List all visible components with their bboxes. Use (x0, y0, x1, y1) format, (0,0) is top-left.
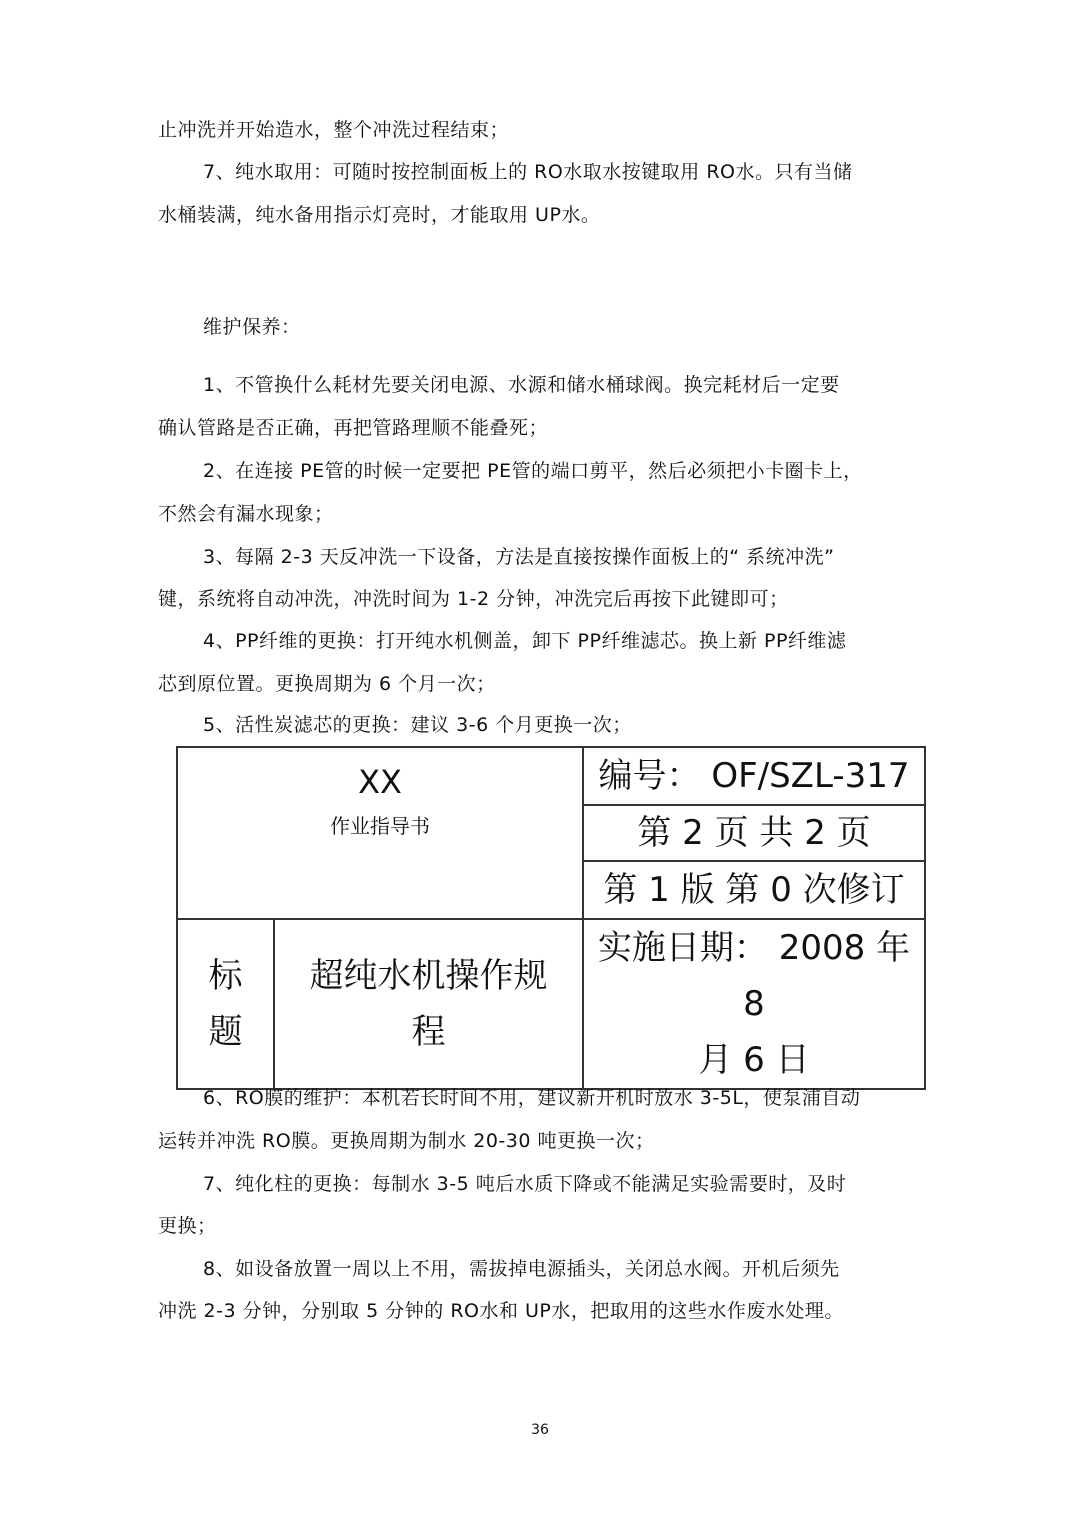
title-value-line: 程 (411, 1012, 446, 1052)
paragraph-line: 键，系统将自动冲洗，冲洗时间为 1-2 分钟，冲洗完后再按下此键即可； (158, 588, 789, 610)
title-value-cell (274, 919, 583, 1089)
page-info: 第 2 页 共 2 页 (583, 805, 925, 861)
section-heading: 维护保养： (203, 316, 301, 338)
company-cell (177, 747, 583, 919)
paragraph-line: 止冲洗并开始造水，整个冲洗过程结束； (158, 119, 510, 141)
company-name: XX (358, 763, 402, 801)
paragraph-line: 更换； (158, 1215, 217, 1237)
effective-date-cell (583, 919, 925, 1089)
title-value-line: 超纯水机操作规 (309, 956, 548, 996)
effective-date-line: 实施日期： 2008 年 8 (597, 928, 911, 1024)
paragraph-line: 8、如设备放置一周以上不用，需拔掉电源插头，关闭总水阀。开机后须先 (203, 1258, 840, 1280)
paragraph-line: 不然会有漏水现象； (158, 503, 334, 525)
document-header-table (176, 746, 926, 1090)
paragraph-line: 水桶装满，纯水备用指示灯亮时，才能取用 UP水。 (158, 204, 601, 226)
paragraph-line: 7、纯水取用：可随时按控制面板上的 RO水取水按键取用 RO水。只有当储 (203, 161, 853, 183)
paragraph-line: 运转并冲洗 RO膜。更换周期为制水 20-30 吨更换一次； (158, 1130, 655, 1152)
paragraph-line: 1、不管换什么耗材先要关闭电源、水源和储水桶球阀。换完耗材后一定要 (203, 374, 840, 396)
effective-date-line: 月 6 日 (698, 1040, 810, 1080)
paragraph-line: 芯到原位置。更换周期为 6 个月一次； (158, 673, 496, 695)
paragraph-line: 冲洗 2-3 分钟，分别取 5 分钟的 RO水和 UP水，把取用的这些水作废水处理。 (158, 1300, 844, 1322)
paragraph-line: 确认管路是否正确，再把管路理顺不能叠死； (158, 417, 549, 439)
paragraph-line: 4、PP纤维的更换：打开纯水机侧盖，卸下 PP纤维滤芯。换上新 PP纤维滤 (203, 630, 847, 652)
title-label-line: 标 (208, 956, 243, 996)
title-label-cell (177, 919, 274, 1089)
paragraph-line: 3、每隔 2-3 天反冲洗一下设备，方法是直接按操作面板上的“ 系统冲洗” (203, 546, 835, 568)
doc-type: 作业指导书 (330, 814, 430, 838)
version-info: 第 1 版 第 0 次修订 (583, 861, 925, 919)
paragraph-line: 5、活性炭滤芯的更换：建议 3-6 个月更换一次； (203, 714, 632, 736)
page-number: 36 (531, 1422, 549, 1438)
title-label-line: 题 (208, 1012, 243, 1052)
paragraph-line: 6、RO膜的维护：本机若长时间不用，建议新开机时放水 3-5L，使泵浦自动 (203, 1087, 861, 1109)
paragraph-line: 7、纯化柱的更换：每制水 3-5 吨后水质下降或不能满足实验需要时，及时 (203, 1173, 847, 1195)
paragraph-line: 2、在连接 PE管的时候一定要把 PE管的端口剪平，然后必须把小卡圈卡上， (203, 460, 863, 482)
doc-code: 编号： OF/SZL-317 (583, 747, 925, 805)
